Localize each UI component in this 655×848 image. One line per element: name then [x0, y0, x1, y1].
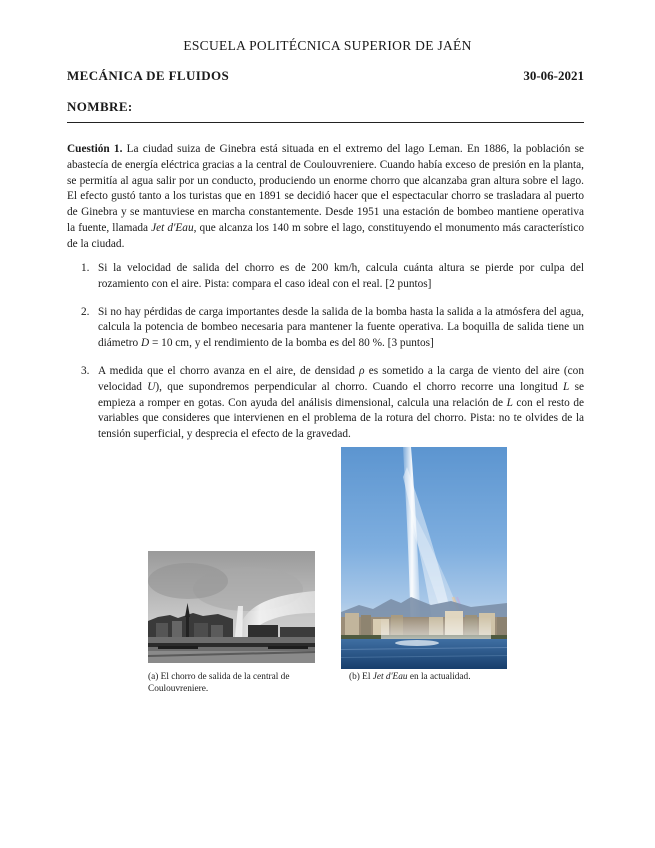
exam-date: 30-06-2021 [523, 68, 584, 83]
item-number: 3. [81, 364, 90, 377]
item-text: se empieza a romper en gotas. Con ayuda del análisis dimensional, calcula una relación de [98, 380, 584, 409]
school-title: ESCUELA POLITÉCNICA SUPERIOR DE JAÉN [183, 38, 472, 53]
math-length: L [563, 380, 570, 393]
math-velocity: U [147, 380, 156, 393]
question-list [67, 261, 584, 443]
figure-a-caption: (a) El chorro de salida de la central de Coulouvreniere. [148, 672, 290, 695]
intro-text-2: , que alcanza los 140 m sobre el lago, constituyendo el monumento más característico de la ciudad. [67, 221, 584, 250]
math-diameter: D [140, 337, 150, 350]
historic-photo-drawing [148, 551, 315, 663]
fountain-name: Jet d'Eau [151, 221, 194, 234]
item-text: A medida que el chorro avanza en el aire, de densidad [98, 364, 360, 377]
item-text: Si la velocidad de salida del chorro es de 200 km/h, calcula cuánta altura se pierde por culpa del rozamiento con el aire. Pista: compara el caso ideal con el real. [2 puntos] [98, 262, 584, 290]
item-text: es sometido a la carga de viento del aire (con velocidad [98, 364, 584, 393]
course-title: MECÁNICA DE FLUIDOS [67, 68, 230, 83]
caption-prefix: (b) El [349, 672, 373, 682]
question-intro [67, 142, 584, 253]
fountain-photo [341, 447, 507, 669]
item-text: con el resto de variables que consideres que intervienen en el problema de la rotura del chorro. Pista: no te olvides de la tensión superficial, y desprecia el efecto de la gravedad. [98, 396, 584, 441]
question-label: Cuestión 1. [67, 143, 123, 155]
caption-suffix: en la actualidad. [407, 672, 471, 682]
name-label: NOMBRE: [67, 99, 133, 114]
list-item [67, 305, 584, 352]
caption-fountain-name: Jet d'Eau [372, 672, 408, 682]
figure-b-caption [349, 671, 524, 683]
list-item [67, 364, 584, 443]
math-length: L [506, 396, 513, 409]
item-text: = 10 cm, y el rendimiento de la bomba es del 80 %. [3 puntos] [149, 337, 434, 350]
item-text: Si no hay pérdidas de carga importantes desde la salida de la bomba hasta la salida a la atmósfera del agua, calcula la potencia de bombeo necesaria para mantener la fuente operativa. La boquilla de salida tiene un diámetro [98, 305, 584, 350]
item-number: 1. [81, 262, 90, 274]
math-rho: ρ [359, 364, 365, 377]
item-text: ), que supondremos perpendicular al chorro. Cuando el chorro recorre una longitud [155, 380, 563, 393]
name-rule [67, 122, 584, 123]
fountain-photo-drawing [341, 447, 507, 669]
intro-text-1: La ciudad suiza de Ginebra está situada en el extremo del lago Leman. En 1886, la población se abastecía de energía eléctrica gracias a la central de Coulouvreniere. Cuando había exceso de presión en la planta, se permitía al agua salir por un conducto, produciendo un enorme chorro que alcanzaba gran altura sobre el lago. El efecto gustó tanto a los turistas que en 1891 se decidió hacer que el espectacular chorro se trasladara al puerto de Ginebra y se mantuviese en marcha constantemente. Desde 1951 una estación de bombeo mantiene operativa la fuente, llamada [67, 143, 584, 234]
historic-photo [148, 551, 315, 663]
item-number: 2. [81, 305, 90, 318]
list-item [67, 261, 584, 293]
